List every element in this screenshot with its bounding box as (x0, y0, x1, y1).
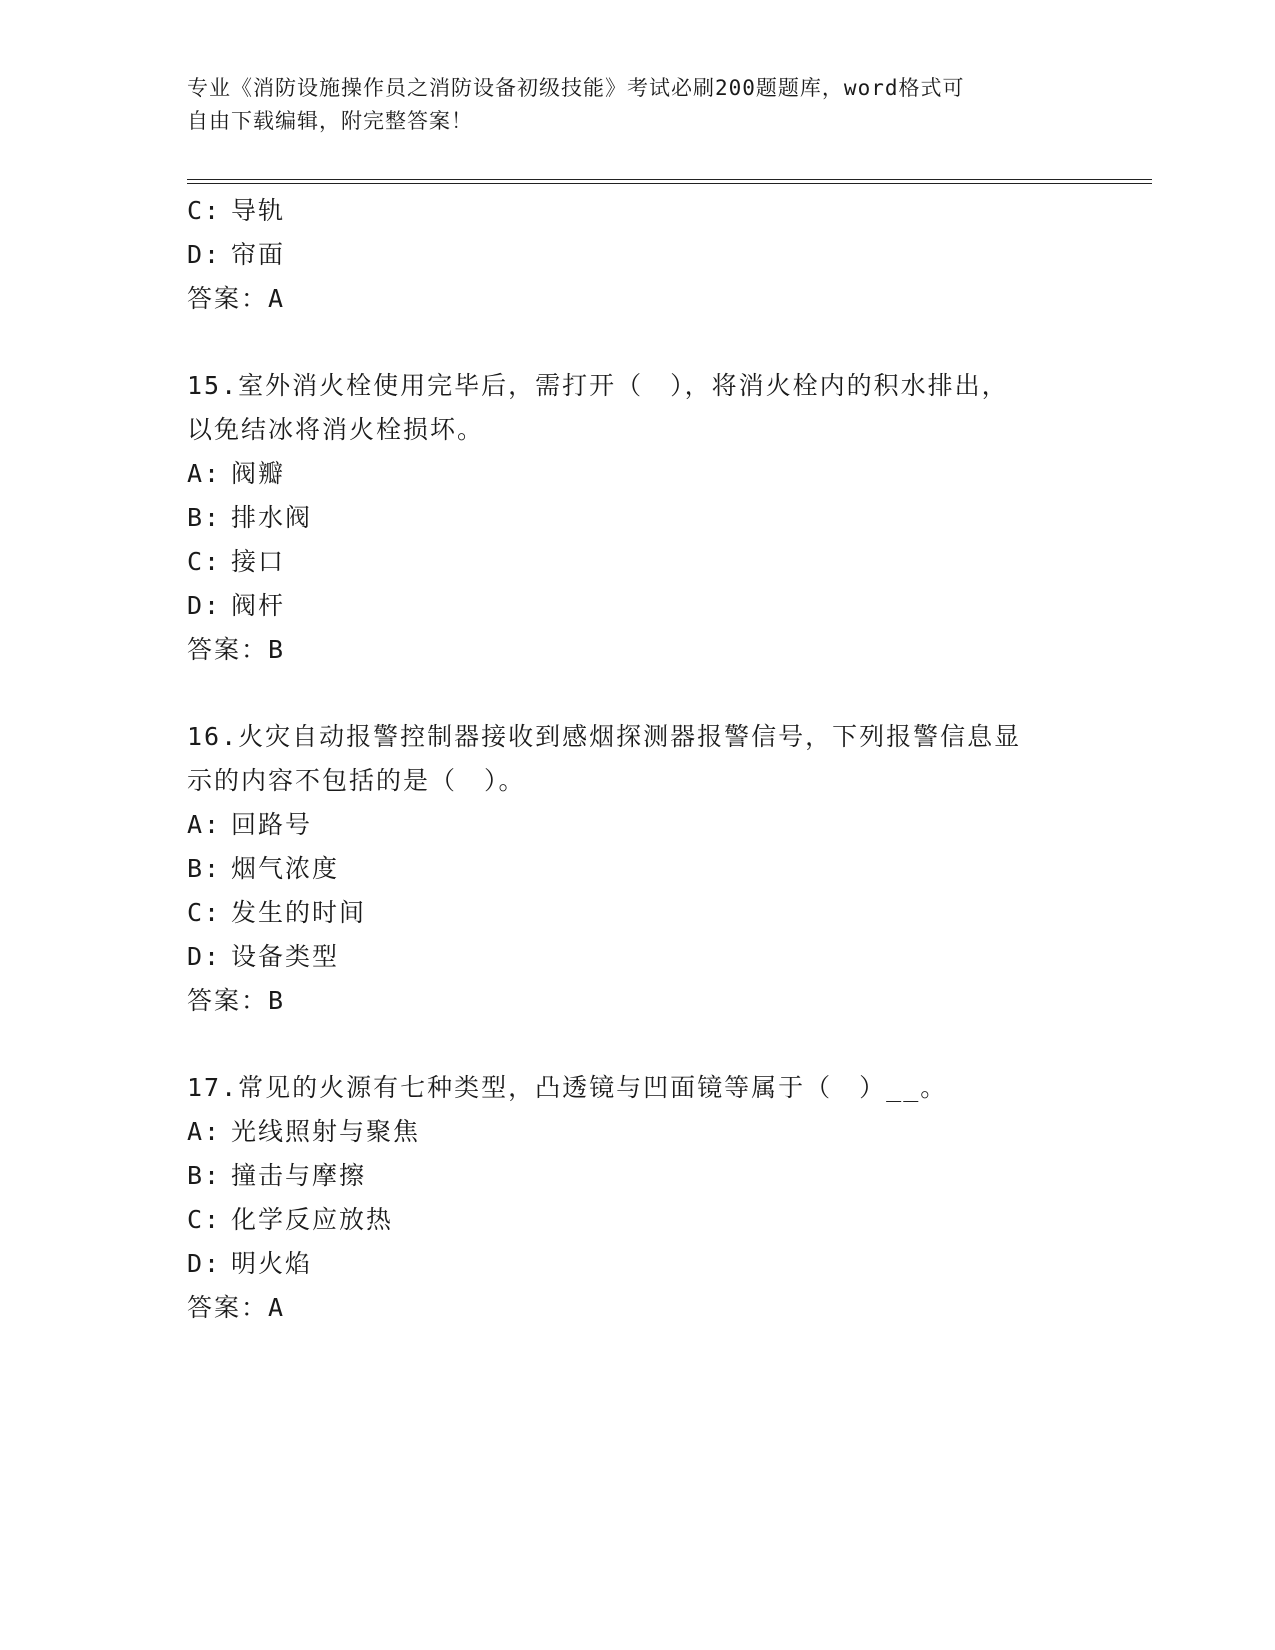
question-17-answer: 答案：A (187, 1293, 286, 1322)
question-16-option-d: D: 设备类型 (187, 942, 340, 971)
option-text: 导轨 (231, 196, 286, 225)
option-text: 发生的时间 (231, 898, 367, 927)
header-line-1: 专业《消防设施操作员之消防设备初级技能》考试必刷200题题库，word格式可 (187, 76, 965, 100)
header-line-2: 自由下载编辑，附完整答案！ (187, 109, 473, 133)
question-16-stem-line-2: 示的内容不包括的是（ ）。 (187, 766, 526, 795)
question-15-option-c: C: 接口 (187, 547, 286, 576)
question-17-option-a: A: 光线照射与聚焦 (187, 1117, 421, 1146)
question-15-stem-line-1: 15.室外消火栓使用完毕后，需打开（ ），将消火栓内的积水排出， (187, 371, 1009, 400)
option-text: 烟气浓度 (231, 854, 340, 883)
question-17-option-b: B: 撞击与摩擦 (187, 1161, 367, 1190)
option-d: D: 帘面 (187, 240, 286, 269)
option-text: 光线照射与聚焦 (231, 1117, 421, 1146)
option-c: C: 导轨 (187, 196, 286, 225)
option-text: 设备类型 (231, 942, 340, 971)
question-17-option-d: D: 明火焰 (187, 1249, 313, 1278)
question-15-option-d: D: 阀杆 (187, 591, 286, 620)
option-text: 撞击与摩擦 (231, 1161, 367, 1190)
option-text: 排水阀 (231, 503, 313, 532)
option-text: 化学反应放热 (231, 1205, 394, 1234)
option-text: 接口 (231, 547, 286, 576)
question-16-answer: 答案：B (187, 986, 286, 1015)
option-text: 明火焰 (231, 1249, 313, 1278)
question-16-option-a: A: 回路号 (187, 810, 313, 839)
question-16-stem-line-1: 16.火灾自动报警控制器接收到感烟探测器报警信号，下列报警信息显 (187, 722, 1022, 751)
question-15-answer: 答案：B (187, 635, 286, 664)
header-divider-top (187, 179, 1152, 180)
answer-line: 答案：A (187, 284, 286, 313)
question-15-stem-line-2: 以免结冰将消火栓损坏。 (187, 415, 485, 444)
option-text: 阀瓣 (231, 459, 286, 488)
question-17-stem-line-1: 17.常见的火源有七种类型，凸透镜与凹面镜等属于（ ）__。 (187, 1073, 948, 1102)
question-16-option-c: C: 发生的时间 (187, 898, 367, 927)
question-17-option-c: C: 化学反应放热 (187, 1205, 394, 1234)
option-text: 回路号 (231, 810, 313, 839)
question-15-option-a: A: 阀瓣 (187, 459, 286, 488)
header-divider-bottom (187, 183, 1152, 184)
option-text: 阀杆 (231, 591, 286, 620)
document-header (187, 72, 1067, 138)
option-text: 帘面 (231, 240, 286, 269)
question-15-option-b: B: 排水阀 (187, 503, 313, 532)
question-16-option-b: B: 烟气浓度 (187, 854, 340, 883)
